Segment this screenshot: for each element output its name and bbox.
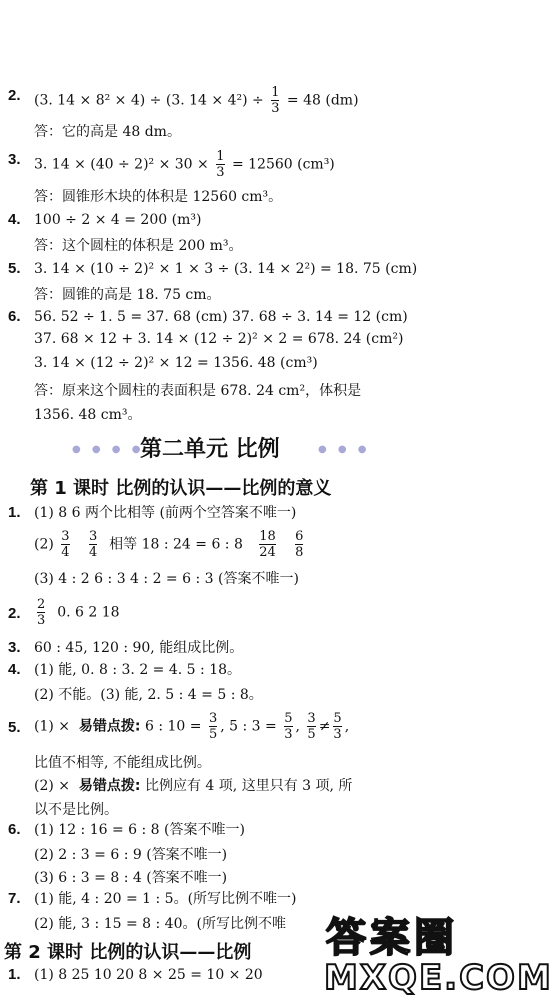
watermark-logo	[318, 900, 553, 1000]
l1-q5-tip1: 易错点拨:	[78, 718, 141, 735]
q5-answer: 答：圆锥的高是 18. 75 cm。	[34, 287, 221, 303]
q2-expr-a: (3. 14 × 8² × 4) ÷ (3. 14 × 4²) ÷	[34, 92, 269, 109]
q6-line3: 3. 14 × (12 ÷ 2)² × 12 = 1356. 48 (cm³)	[34, 355, 318, 371]
l1-q2-rest: 0. 6 2 18	[57, 604, 120, 621]
unit-title: 第二单元 比例	[140, 437, 280, 462]
l1-q5-b-line2: 以不是比例。	[34, 802, 118, 818]
q3-number: 3.	[8, 151, 21, 168]
l1-q5-a-line2: 比值不相等, 不能组成比例。	[34, 755, 211, 771]
l1-q4-number: 4.	[8, 661, 21, 678]
q3-expr-a: 3. 14 × (40 ÷ 2)² × 30 ×	[34, 156, 214, 173]
l1-q3-number: 3.	[8, 639, 21, 656]
lesson1-title: 第 1 课时 比例的认识——比例的意义	[30, 478, 332, 499]
l1-q2-frac: $\frac{2}{3}$	[37, 597, 46, 628]
l1-q1-b: (2) $\frac{3}{4}$ $\frac{3}{4}$ 相等 18 : 24 = 6 : 8 $\frac{18}{24}$ $\frac{6}{8}$	[34, 529, 304, 560]
q5-expr: 3. 14 × (10 ÷ 2)² × 1 × 3 ÷ (3. 14 × 2²) = 18. 75 (cm)	[34, 261, 418, 277]
q4-expr: 100 ÷ 2 × 4 = 200 (m³)	[34, 212, 202, 228]
l1-q1-a: (1) 8 6 两个比相等 (前两个空答案不唯一)	[34, 505, 297, 521]
l1-q5-frac1: $\frac{3}{5}$	[208, 711, 218, 742]
l1-q1-frac3: $\frac{18}{24}$	[259, 529, 276, 560]
l1-q6-a: (1) 12 : 16 = 6 : 8 (答案不唯一)	[34, 822, 245, 838]
l1-q5-frac2: $\frac{5}{3}$	[284, 711, 293, 742]
q4-answer: 答：这个圆柱的体积是 200 m³。	[34, 238, 243, 254]
q6-number: 6.	[8, 308, 21, 325]
l1-q1-number: 1.	[8, 504, 21, 521]
decorative-dots-right: ● ● ●	[318, 444, 371, 455]
l1-q1-frac4: $\frac{6}{8}$	[295, 529, 304, 560]
l1-q5-frac4: $\frac{5}{3}$	[333, 711, 342, 742]
l1-q7-number: 7.	[8, 890, 21, 907]
l1-q1-c: (3) 4 : 2 6 : 3 4 : 2 = 6 : 3 (答案不唯一)	[34, 571, 299, 587]
decorative-dots-left: ● ● ● ●	[72, 444, 145, 455]
l1-q3-text: 60 : 45, 120 : 90, 能组成比例。	[34, 640, 244, 656]
q6-line1: 56. 52 ÷ 1. 5 = 37. 68 (cm) 37. 68 ÷ 3. 14 = 12 (cm)	[34, 309, 408, 325]
l1-q5-tip2: 易错点拨:	[78, 778, 141, 794]
l1-q6-number: 6.	[8, 821, 21, 838]
watermark-bottom-text: MXQE.COM	[324, 958, 553, 998]
l2-q1-text: (1) 8 25 10 20 8 × 25 = 10 × 20	[34, 967, 263, 983]
q3-answer: 答：圆锥形木块的体积是 12560 cm³。	[34, 189, 283, 205]
l1-q5-number: 5.	[8, 719, 21, 736]
q2-expr-b: = 48 (dm)	[282, 92, 359, 109]
l1-q1-frac1: $\frac{3}{4}$	[61, 529, 70, 560]
l1-q1-frac2: $\frac{3}{4}$	[88, 529, 98, 560]
l1-q7-a: (1) 能, 4 : 20 = 1 : 5。(所写比例不唯一)	[34, 891, 297, 907]
q2-answer: 答：它的高是 48 dm。	[34, 124, 181, 140]
q3-expr-b: = 12560 (cm³)	[227, 156, 335, 173]
l1-q4-a: (1) 能, 0. 8 : 3. 2 = 4. 5 : 18。	[34, 662, 242, 678]
q6-answer1: 答：原来这个圆柱的表面积是 678. 24 cm²，体积是	[34, 383, 362, 399]
l1-q2-number: 2.	[8, 605, 21, 622]
q5-number: 5.	[8, 260, 21, 277]
l1-q7-b: (2) 能, 3 : 15 = 8 : 40。(所写比例不唯	[34, 916, 286, 932]
l2-q1-number: 1.	[8, 966, 21, 983]
l1-q5-b: (2) × 易错点拨: 比例应有 4 项, 这里只有 3 项, 所	[34, 778, 353, 794]
q3-fraction: $\frac{1}{3}$	[216, 149, 225, 180]
l1-q6-c: (3) 6 : 3 = 8 : 4 (答案不唯一)	[34, 870, 228, 886]
q2-number: 2.	[8, 87, 21, 104]
lesson2-title: 第 2 课时 比例的认识——比例	[4, 942, 252, 963]
q6-line2: 37. 68 × 12 + 3. 14 × (12 ÷ 2)² × 2 = 678. 24 (cm²)	[34, 331, 404, 347]
watermark-top-text: 答案圈	[326, 915, 458, 961]
q2-fraction: $\frac{1}{3}$	[271, 85, 280, 116]
q4-number: 4.	[8, 211, 21, 228]
l1-q5-frac3: $\frac{3}{5}$	[307, 711, 316, 742]
not-equal-sign: ≠	[318, 718, 331, 735]
l1-q4-b: (2) 不能。(3) 能, 2. 5 : 4 = 5 : 8。	[34, 687, 263, 703]
q6-answer2: 1356. 48 cm³。	[34, 407, 142, 423]
l1-q6-b: (2) 2 : 3 = 6 : 9 (答案不唯一)	[34, 847, 228, 863]
